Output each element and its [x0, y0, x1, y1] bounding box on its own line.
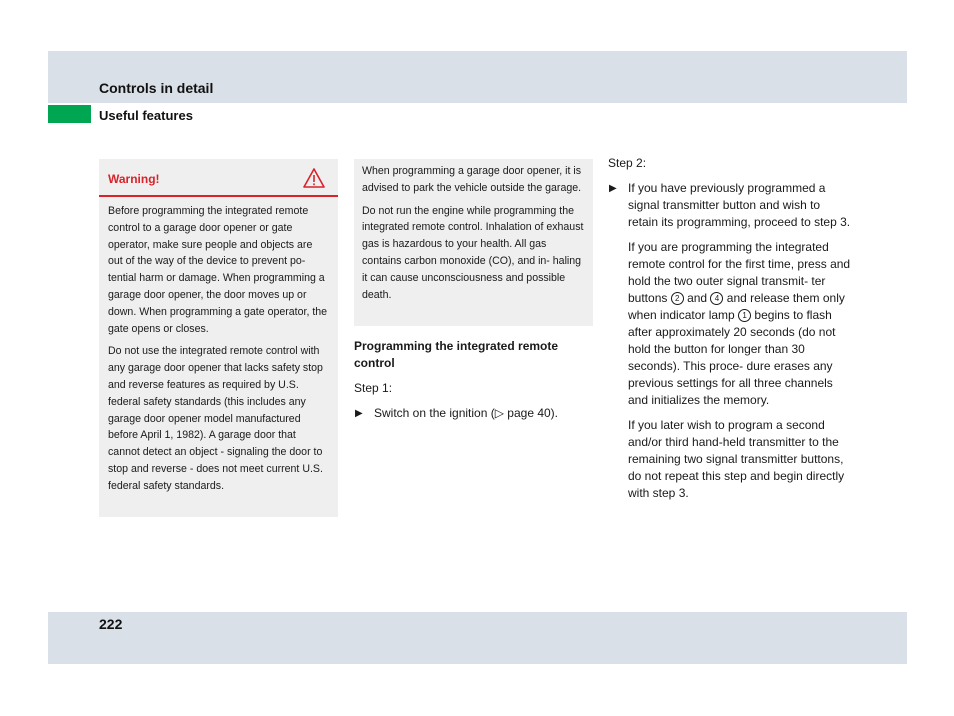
bullet-arrow-icon: ▶	[355, 408, 363, 419]
warning-triangle-icon	[303, 167, 325, 189]
warning-paragraph: Before programming the integrated remote control to a garage door opener or gate operator, make sure people and objects are out of the way of the device to prevent po- tential harm or damage. When programming a garage door opener, the door moves up or down. When programming a gate operator, the gate opens or closes.	[108, 205, 328, 335]
first-time-paragraph	[608, 239, 853, 409]
footer-band	[48, 612, 907, 664]
button-2-marker: 2	[671, 292, 684, 305]
warning-body	[99, 197, 338, 495]
programming-column	[354, 338, 594, 430]
note-body	[354, 159, 593, 303]
step2-bullet	[608, 180, 853, 231]
programming-heading: Programming the integrated remote control	[354, 339, 559, 370]
first-time-text: and release them only when indicator lamp	[628, 291, 845, 322]
warning-box	[99, 159, 338, 517]
subsection-title: Useful features	[99, 108, 193, 123]
button-4-marker: 4	[710, 292, 723, 305]
step2-text: If you have previously programmed a signal transmitter button and wish to retain its programming, proceed to step 3.	[628, 181, 851, 229]
note-paragraph: Do not run the engine while programming the integrated remote control. Inhalation of exhaust gas is hazardous to your health. All gas contains carbon monoxide (CO), and in- haling it can cause unconsciousness and possible death.	[362, 204, 584, 301]
warning-label: Warning!	[108, 172, 160, 186]
step1-text: Switch on the ignition (▷ page 40).	[374, 406, 559, 420]
first-time-text: and	[687, 291, 708, 305]
note-paragraph: When programming a garage door opener, it is advised to park the vehicle outside the garage.	[362, 165, 582, 194]
first-time-text: begins to flash after approximately 20 seconds (do not hold the button for longer than 30 seconds). This proce- dure erases any previous settings for all three channels and initializes the memory.	[628, 308, 836, 407]
step2-label: Step 2:	[608, 156, 647, 170]
step1-label: Step 1:	[354, 381, 393, 395]
step1-bullet	[354, 405, 594, 422]
warning-header	[99, 159, 338, 197]
step2-column	[608, 155, 853, 510]
first-time-text: If you are programming the integrated remote control for the first time, press and hold the two outer signal transmit- ter buttons	[628, 240, 851, 305]
later-paragraph: If you later wish to program a second and/or third hand-held transmitter to the remaining two signal transmitter buttons, do not repeat this step and begin directly with step 3.	[628, 418, 845, 500]
note-box	[354, 159, 593, 326]
lamp-1-marker: 1	[738, 309, 751, 322]
page-number: 222	[99, 616, 123, 632]
warning-paragraph: Do not use the integrated remote control with any garage door opener that lacks safety stop and reverse features as required by U.S. federal safety standards (this includes any garage door opener model manufactured before April 1, 1982). A garage door that cannot detect an object - signaling the door to stop and reverse - does not meet current U.S. federal safety standards.	[108, 345, 323, 492]
bullet-arrow-icon: ▶	[609, 183, 617, 194]
section-tab-marker	[48, 105, 91, 123]
section-title: Controls in detail	[99, 80, 214, 96]
